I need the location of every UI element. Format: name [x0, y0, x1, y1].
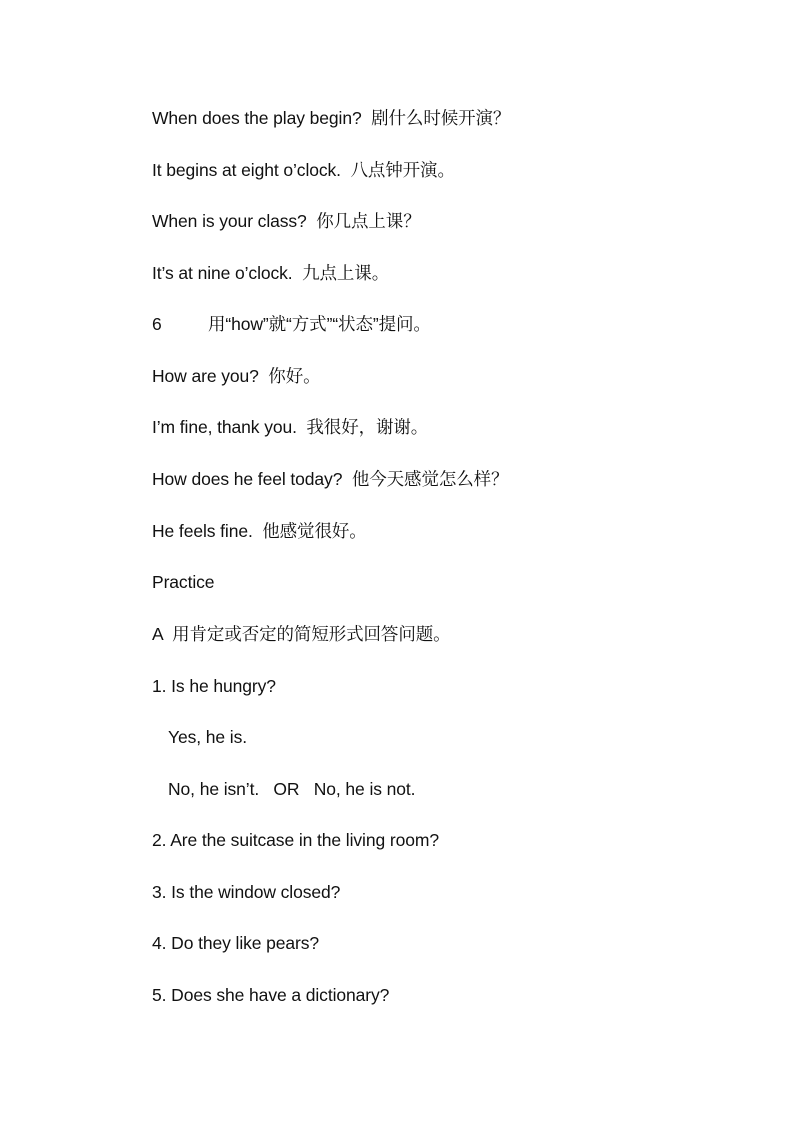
text-line: When is your class? 你几点上课？ — [152, 211, 421, 231]
text-line: It begins at eight o’clock. 八点钟开演。 — [152, 160, 455, 180]
section-number: 6 — [152, 314, 162, 334]
text-line: I’m fine, thank you. 我很好，谢谢。 — [152, 417, 429, 437]
answer-item: No, he isn’t. OR No, he is not. — [168, 779, 416, 799]
text-line: How are you? 你好。 — [152, 366, 321, 386]
exercise-instruction: A 用肯定或否定的简短形式回答问题。 — [152, 624, 451, 644]
text-line: How does he feel today? 他今天感觉怎么样？ — [152, 469, 509, 489]
question-item: 2. Are the suitcase in the living room? — [152, 830, 439, 850]
question-item: 5. Does she have a dictionary? — [152, 985, 390, 1005]
question-item: 4. Do they like pears? — [152, 933, 320, 953]
section-heading — [152, 313, 431, 335]
question-item: 1. Is he hungry? — [152, 676, 276, 696]
text-line: He feels fine. 他感觉很好。 — [152, 521, 367, 541]
answer-item: Yes, he is. — [168, 727, 248, 747]
text-line: When does the play begin? 剧什么时候开演？ — [152, 108, 511, 128]
text-line: It’s at nine o’clock. 九点上课。 — [152, 263, 390, 283]
practice-heading: Practice — [152, 572, 215, 592]
question-item: 3. Is the window closed? — [152, 882, 341, 902]
section-title: 用“how”就“方式”“状态”提问。 — [208, 314, 431, 334]
